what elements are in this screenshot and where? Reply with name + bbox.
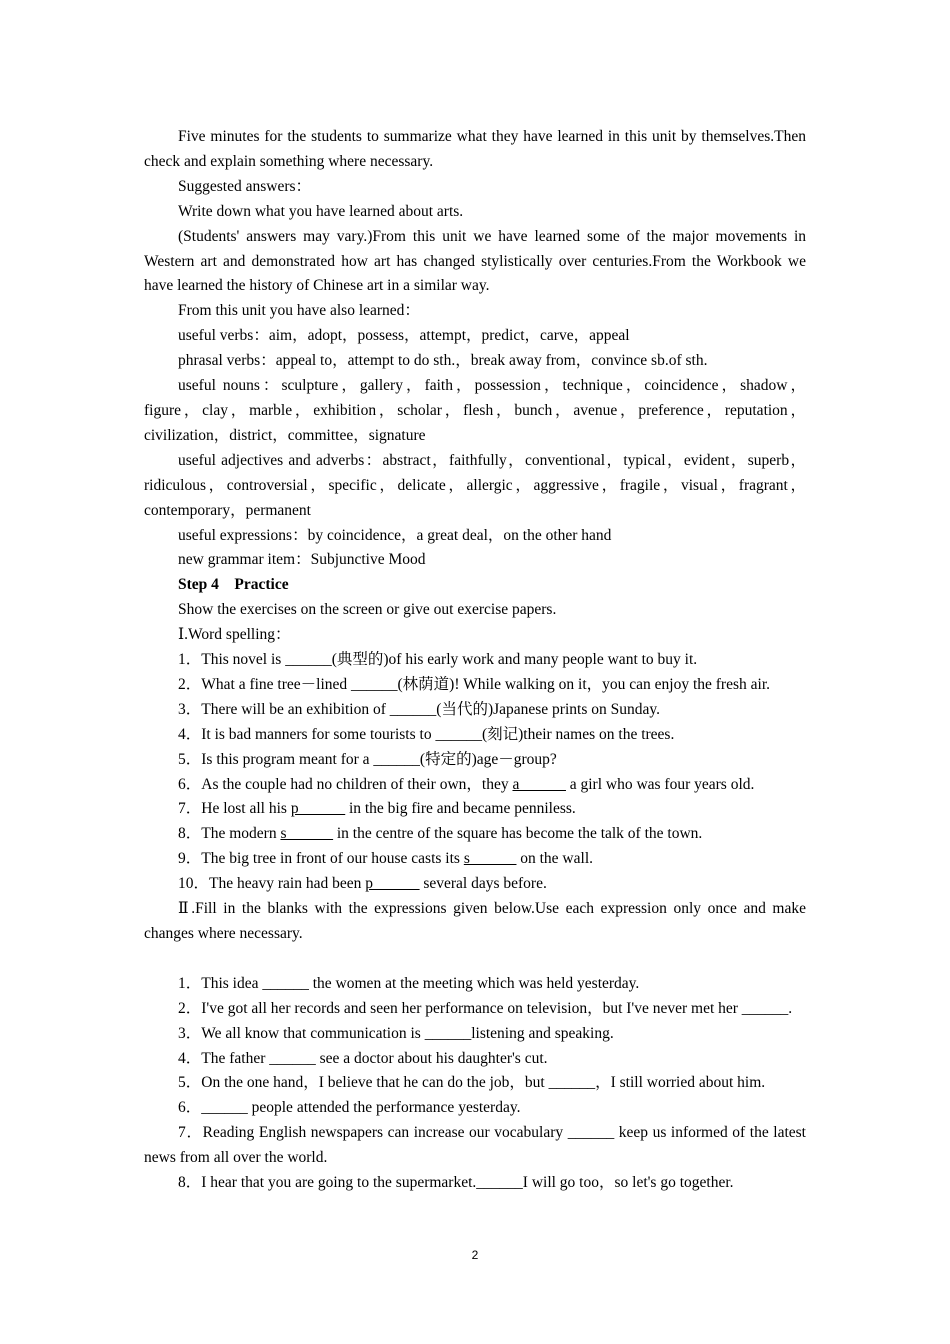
exercise-item: 5．On the one hand，I believe that he can do the job，but ______，I still worried about him. [178,1074,766,1092]
useful-expressions: useful expressions：by coincidence，a great deal，on the other hand [178,526,612,544]
useful-adjectives: useful adjectives and adverbs：abstract，faithfully，conventional，typical，evident，superb，ridiculous，controversial，specific，delicate，allergic，aggressive，fragile，visual，fragrant，contemporary，permanent [144,451,806,519]
exercise-item: 7．Reading English newspapers can increase our vocabulary ______ keep us informed of the latest news from all over the world. [144,1124,806,1167]
blank-hint: a______ [512,775,566,793]
blank-hint: p______ [365,875,420,893]
item-text: several days before. [419,875,547,893]
item-text: 8．The modern [178,825,281,843]
item-text: 6．As the couple had no children of their own，they [178,775,513,793]
item-text: 9．The big tree in front of our house casts its [178,850,464,868]
exercise-item: 4．It is bad manners for some tourists to ______(刻记)their names on the trees. [178,725,675,743]
exercise-item: 8．I hear that you are going to the supermarket.______I will go too，so let's go together. [178,1174,734,1192]
exercise-item [144,822,806,847]
item-text: a girl who was four years old. [565,775,755,793]
item-text: 7．He lost all his [178,800,291,818]
phrasal-verbs: phrasal verbs：appeal to，attempt to do sth.，break away from，convince sb.of sth. [178,352,708,370]
exercise-item [144,847,806,872]
blank-line [144,947,806,972]
blank-hint: p______ [290,800,346,818]
also-learned-line: From this unit you have also learned： [178,302,420,320]
item-text: in the big fire and became penniless. [345,800,576,818]
summary-paragraph: Five minutes for the students to summarize what they have learned in this unit by themselves.Then check and explain something where necessary. [144,128,806,170]
grammar-item: new grammar item：Subjunctive Mood [178,551,426,569]
answer-paragraph: (Students' answers may vary.)From this unit we have learned some of the major movements in Western art and demonstrated how art has changed stylistically over centuries.From the Workbook we have learned the history of Chinese art in a similar way. [144,227,806,295]
exercise-item [144,773,806,798]
exercise-item: 5．Is this program meant for a ______(特定的)age－group? [178,750,557,768]
blank-hint: s______ [463,850,517,868]
exercise-item: 3．We all know that communication is ______listening and speaking. [178,1024,614,1042]
write-down-line: Write down what you have learned about arts. [178,202,464,220]
step4-instruction: Show the exercises on the screen or give out exercise papers. [178,601,557,619]
section1-title: Ⅰ.Word spelling： [178,626,291,644]
exercise-item [144,872,806,897]
document-body [144,125,806,1196]
exercise-item: 6．______ people attended the performance yesterday. [178,1099,521,1117]
exercise-item: 3．There will be an exhibition of ______(当代的)Japanese prints on Sunday. [178,700,660,718]
exercise-item: 1．This novel is ______(典型的)of his early work and many people want to buy it. [178,651,698,669]
suggested-answers-label: Suggested answers： [178,177,312,195]
exercise-item: 4．The father ______ see a doctor about his daughter's cut. [178,1049,548,1067]
exercise-item: 1．This idea ______ the women at the meeting which was held yesterday. [178,974,640,992]
blank-hint: s______ [280,825,333,843]
exercise-item [144,797,806,822]
exercise-item: 2．What a fine tree－lined ______(林荫道)! While walking on it，you can enjoy the fresh air. [178,675,770,693]
item-text: 10．The heavy rain had been [178,875,366,893]
page-number: 2 [471,1248,479,1262]
item-text: on the wall. [516,850,593,868]
item-text: in the centre of the square has become the talk of the town. [333,825,703,843]
useful-nouns: useful nouns：sculpture，gallery，faith，possession，technique，coincidence，shadow，figure，clay，marble，exhibition，scholar，flesh，bunch，avenue，preference，reputation，civilization，district，committee，signature [144,377,806,444]
exercise-item: 2．I've got all her records and seen her performance on television，but I've never met her ______. [178,999,793,1017]
step4-heading: Step 4 Practice [178,576,289,594]
section2-title: Ⅱ.Fill in the blanks with the expressions given below.Use each expression only once and make changes where necessary. [144,900,806,942]
useful-verbs: useful verbs：aim，adopt，possess，attempt，predict，carve，appeal [178,327,630,345]
